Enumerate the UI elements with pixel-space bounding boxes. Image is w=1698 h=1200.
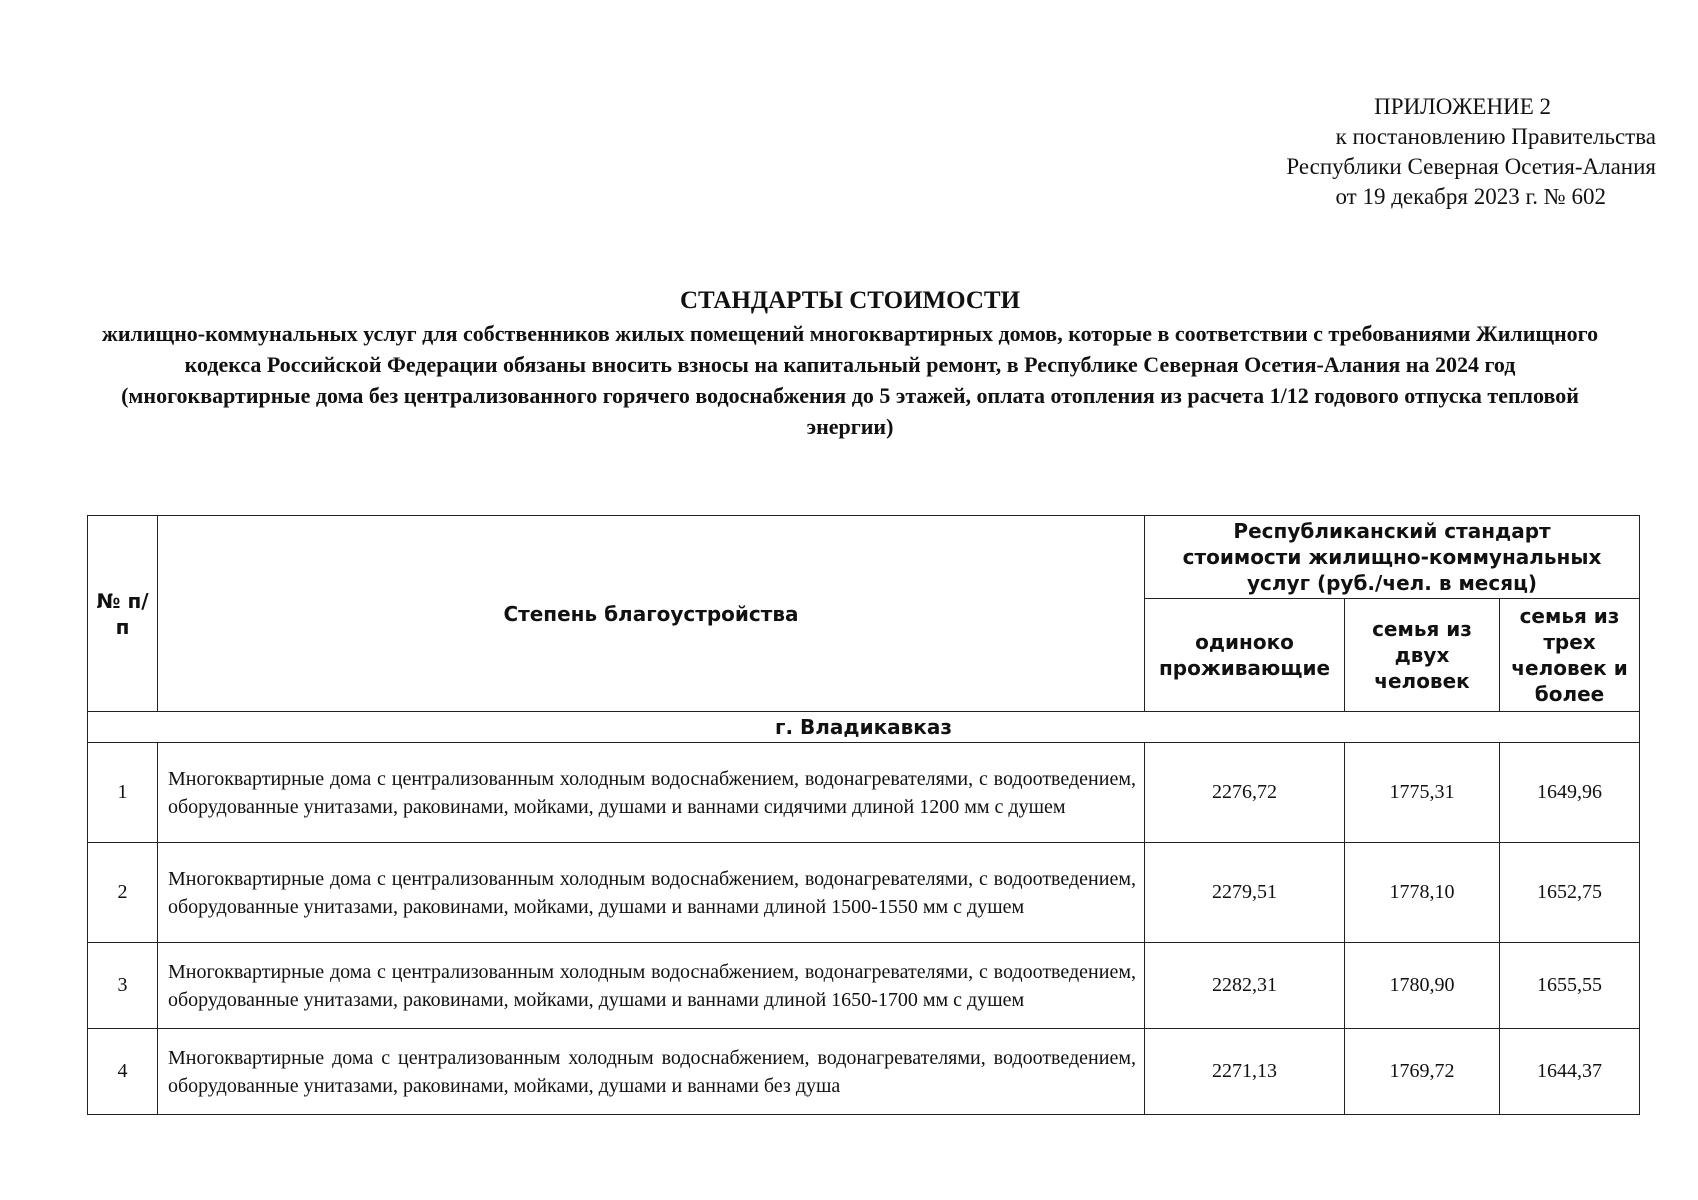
row-description: Многоквартирные дома с централизованным холодным водоснабжением, водонагревателями, водоотведением, оборудованные унитазами, раковинами, мойками, душами и ваннами без душа [158,1029,1145,1115]
row-number: 4 [88,1029,158,1115]
table-row [88,843,1640,943]
document-subtitle: жилищно-коммунальных услуг для собственников жилых помещений многоквартирных домов, которые в соответствии с требованиями Жилищного кодекса Российской Федерации обязаны вносить взносы на капитальный ремонт, в Республике Северная Осетия-Алания на 2024 год [101,321,1599,377]
value-single: 2279,51 [1145,843,1345,943]
row-number: 3 [88,943,158,1029]
appendix-date: от 19 декабря 2023 г. № 602 [1335,184,1606,209]
appendix-block [1136,92,1656,212]
value-two: 1775,31 [1345,743,1500,843]
value-single: 2271,13 [1145,1029,1345,1115]
row-number: 1 [88,743,158,843]
appendix-reference: к постановлению Правительства [1335,124,1656,149]
appendix-government: Республики Северная Осетия-Алания [1286,154,1656,179]
document-subtitle-note: (многоквартирные дома без централизованного горячего водоснабжения до 5 этажей, оплата отопления из расчета 1/12 годового отпуска тепловой энергии) [121,383,1579,439]
header-single: одиноко проживающие [1145,599,1345,712]
value-three: 1644,37 [1500,1029,1640,1115]
city-row: г. Владикавказ [88,712,1640,743]
table-row [88,943,1640,1029]
value-three: 1649,96 [1500,743,1640,843]
value-two: 1778,10 [1345,843,1500,943]
header-three: семья из трех человек и более [1500,599,1640,712]
table-row [88,1029,1640,1115]
document-title: СТАНДАРТЫ СТОИМОСТИ [679,287,1021,314]
value-single: 2276,72 [1145,743,1345,843]
standards-table [87,515,1640,1115]
row-description: Многоквартирные дома с централизованным холодным водоснабжением, водонагревателями, с водоотведением, оборудованные унитазами, раковинами, мойками, душами и ваннами длиной 1650-1700 мм с душем [158,943,1145,1029]
header-degree: Степень благоустройства [158,516,1145,712]
value-two: 1769,72 [1345,1029,1500,1115]
value-two: 1780,90 [1345,943,1500,1029]
value-three: 1652,75 [1500,843,1640,943]
appendix-number: ПРИЛОЖЕНИЕ 2 [1374,94,1551,119]
table-row [88,743,1640,843]
header-number: № п/п [88,516,158,712]
row-description: Многоквартирные дома с централизованным холодным водоснабжением, водонагревателями, с водоотведением, оборудованные унитазами, раковинами, мойками, душами и ваннами сидячими длиной 1200 мм с душем [158,743,1145,843]
row-description: Многоквартирные дома с централизованным холодным водоснабжением, водонагревателями, с водоотведением, оборудованные унитазами, раковинами, мойками, душами и ваннами длиной 1500-1550 мм с душем [158,843,1145,943]
value-single: 2282,31 [1145,943,1345,1029]
document-heading [80,284,1620,442]
row-number: 2 [88,843,158,943]
value-three: 1655,55 [1500,943,1640,1029]
header-standard: Республиканский стандарт стоимости жилищно-коммунальных услуг (руб./чел. в месяц) [1145,516,1640,599]
header-two: семья из двух человек [1345,599,1500,712]
